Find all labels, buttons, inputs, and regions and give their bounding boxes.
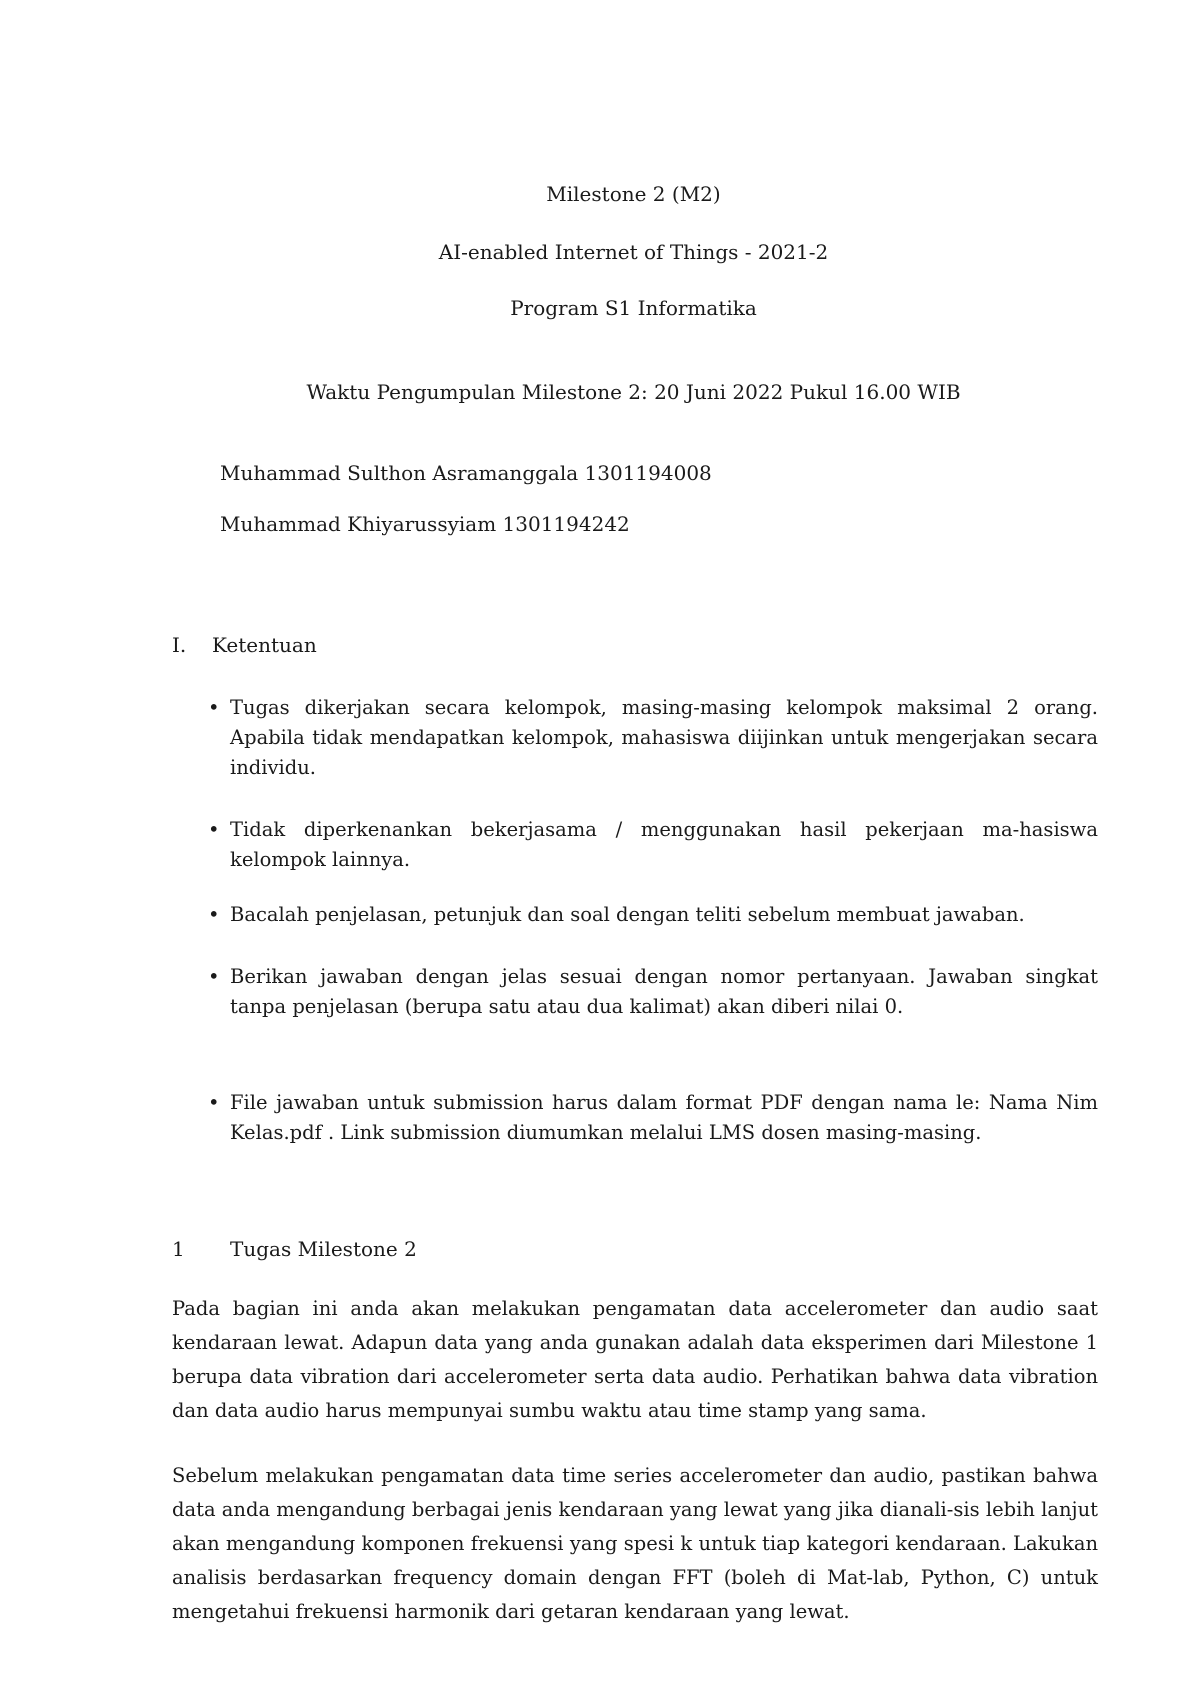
list-item (208, 693, 1098, 783)
submission-deadline: Waktu Pengumpulan Milestone 2: 20 Juni 2022 Pukul 16.00 WIB (306, 380, 961, 404)
section-title: Ketentuan (212, 633, 317, 657)
section-heading-tugas (172, 1235, 417, 1263)
bullet-icon: • (208, 696, 220, 719)
list-item (208, 900, 1098, 930)
program-name: Program S1 Informatika (510, 296, 757, 320)
list-item-text: Berikan jawaban dengan jelas sesuai dengan nomor pertanyaan. Jawaban singkat tanpa penjelasan (berupa satu atau dua kalimat) akan diberi nilai 0. (230, 965, 1098, 1018)
section-number: I. (172, 633, 187, 657)
section-title: Tugas Milestone 2 (230, 1237, 417, 1261)
list-item-text: Bacalah penjelasan, petunjuk dan soal dengan teliti sebelum membuat jawaban. (230, 903, 1025, 926)
section-heading-ketentuan (172, 631, 317, 659)
list-item-text: Tugas dikerjakan secara kelompok, masing-masing kelompok maksimal 2 orang. Apabila tidak mendapatkan kelompok, mahasiswa diijinkan untuk mengerjakan secara individu. (230, 696, 1098, 779)
list-item-text: Tidak diperkenankan bekerjasama / menggunakan hasil pekerjaan ma-hasiswa kelompok lainnya. (230, 818, 1098, 871)
bullet-icon: • (208, 903, 220, 926)
author-2: Muhammad Khiyarussyiam 1301194242 (220, 512, 630, 536)
section-number: 1 (172, 1237, 185, 1261)
paragraph-2: Sebelum melakukan pengamatan data time series accelerometer dan audio, pastikan bahwa data anda mengandung berbagai jenis kendaraan yang lewat yang jika dianali-sis lebih lanjut akan mengandung komponen frekuensi yang spesi k untuk tiap kategori kendaraan. Lakukan analisis berdasarkan frequency domain dengan FFT (boleh di Mat-lab, Python, C) untuk mengetahui frekuensi harmonik dari getaran kendaraan yang lewat. (172, 1464, 1098, 1623)
list-item (208, 962, 1098, 1022)
list-item-text: File jawaban untuk submission harus dalam format PDF dengan nama le: Nama Nim Kelas.pdf . Link submission diumumkan melalui LMS dosen masing-masing. (230, 1091, 1098, 1144)
course-name: AI-enabled Internet of Things - 2021-2 (438, 240, 829, 264)
list-item (208, 815, 1098, 875)
author-1: Muhammad Sulthon Asramanggala 1301194008 (220, 461, 712, 485)
bullet-icon: • (208, 1091, 220, 1114)
list-item (208, 1088, 1098, 1148)
bullet-icon: • (208, 818, 220, 841)
document-title: Milestone 2 (M2) (546, 182, 721, 206)
paragraph-1: Pada bagian ini anda akan melakukan pengamatan data accelerometer dan audio saat kendaraan lewat. Adapun data yang anda gunakan adalah data eksperimen dari Milestone 1 berupa data vibration dari accelerometer serta data audio. Perhatikan bahwa data vibration dan data audio harus mempunyai sumbu waktu atau time stamp yang sama. (172, 1297, 1098, 1422)
bullet-icon: • (208, 965, 220, 988)
